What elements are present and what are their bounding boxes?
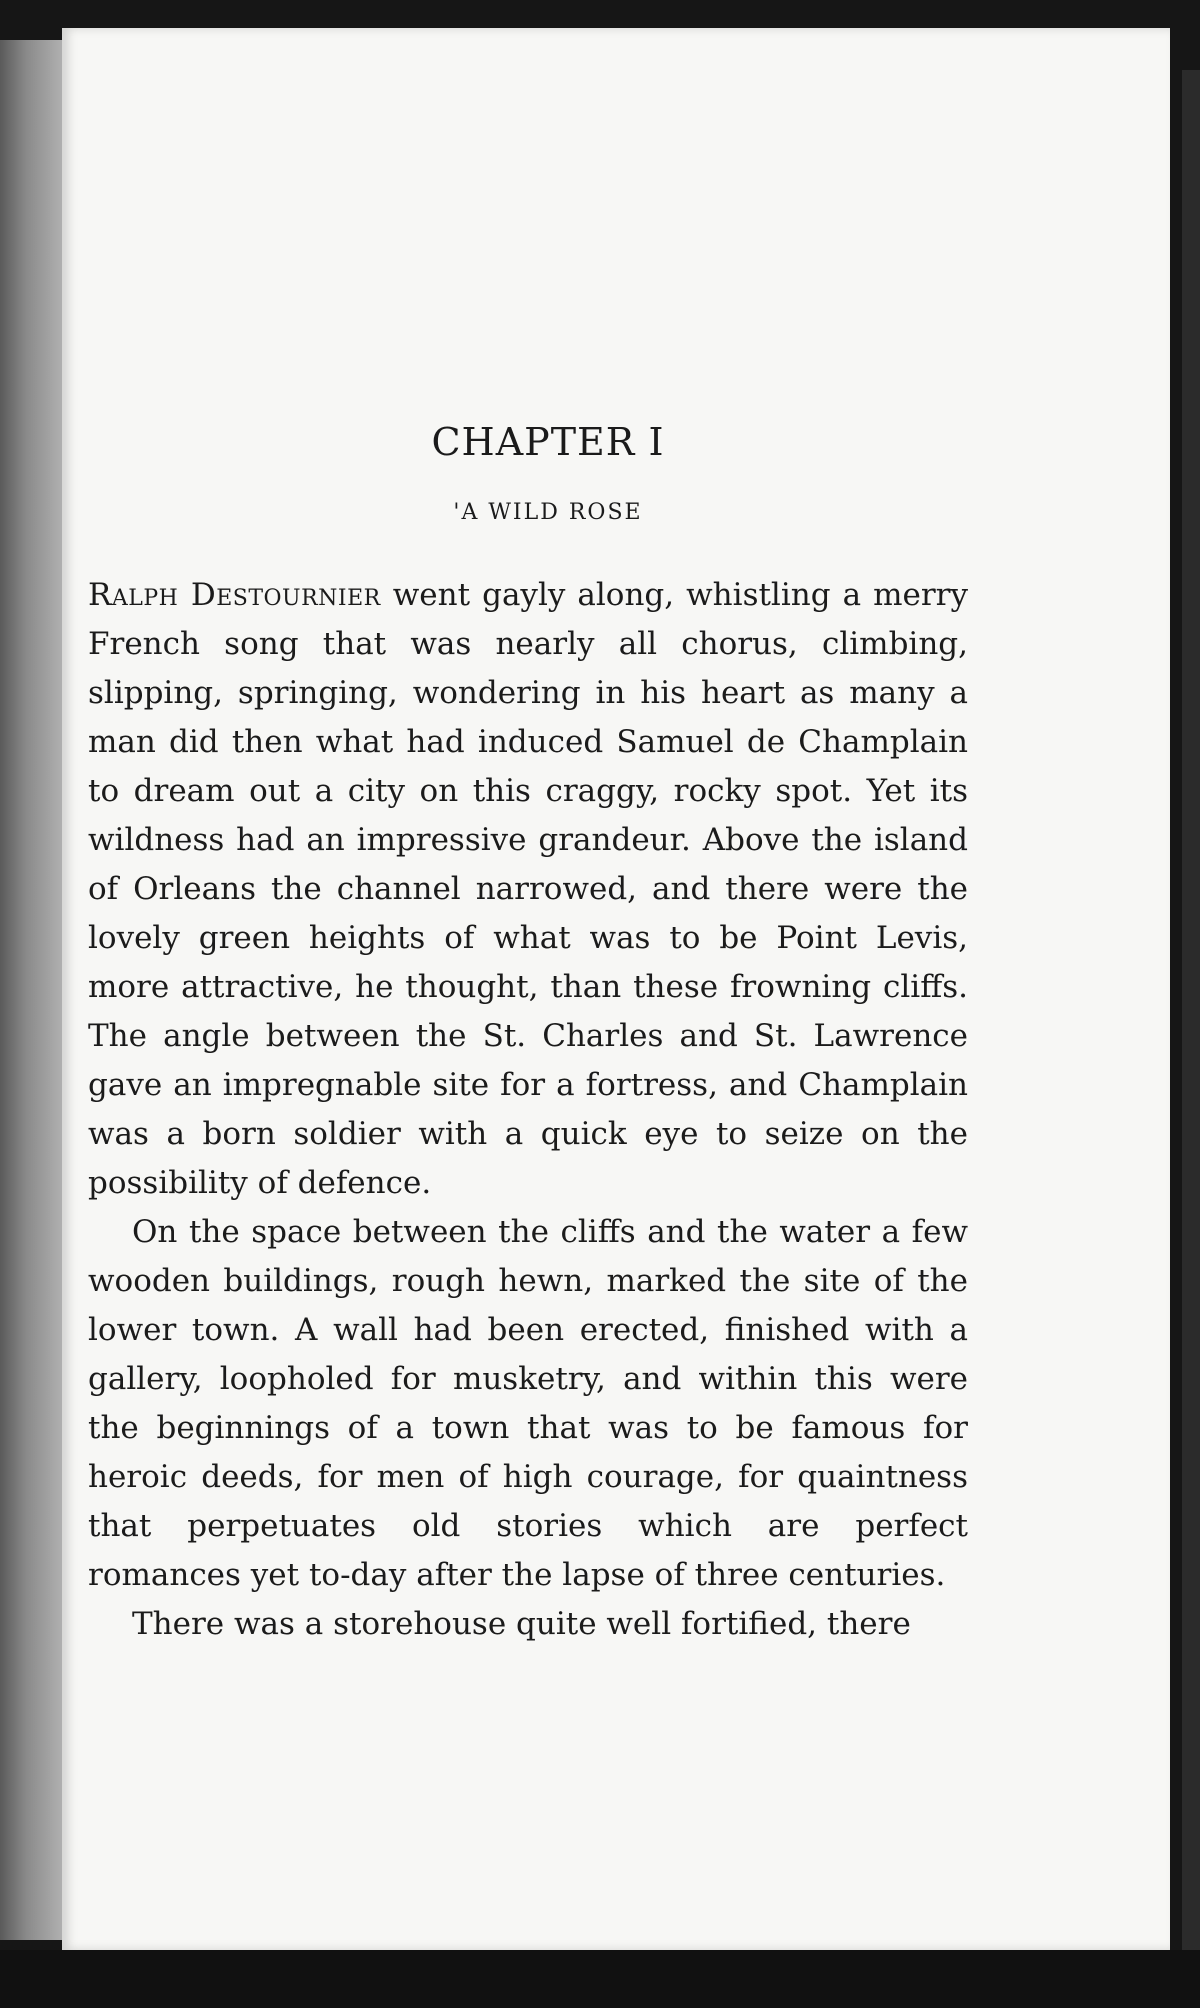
- chapter-subtitle: 'A WILD ROSE: [453, 500, 643, 525]
- scan-border-bottom: [0, 1950, 1200, 2008]
- paragraph-1: [88, 571, 968, 1208]
- paragraph-lead-name: Ralph Destournier: [88, 577, 381, 613]
- paragraph-3: There was a storehouse quite well fortified, there: [132, 1606, 911, 1642]
- paragraph-2: On the space between the cliffs and the water a few wooden buildings, rough hewn, marked the site of the lower town. A wall had been erected, finished with a gallery, loopholed for musketry, and within this were the beginnings of a town that was to be famous for heroic deeds, for men of high courage, for quaintness that perpetuates old stories which are perfect romances yet to-day after the lapse of three centuries.: [88, 1214, 968, 1593]
- page-content: [88, 420, 968, 1649]
- chapter-title: CHAPTER I: [431, 420, 665, 464]
- scan-border-right: [1182, 70, 1200, 1950]
- paragraph-1-text: went gayly along, whistling a merry French song that was nearly all chorus, climbing, slipping, springing, wondering in his heart as many a man did then what had induced Samuel de Champlain to dream out a city on this craggy, rocky spot. Yet its wildness had an impressive grandeur. Above the island of Orleans the channel narrowed, and there were the lovely green heights of what was to be Point Levis, more attractive, he thought, than these frowning cliffs. The angle between the St. Charles and St. Lawrence gave an impregnable site for a fortress, and Champlain was a born soldier with a quick eye to seize on the possibility of defence.: [88, 577, 969, 1201]
- book-spine-edge: [0, 40, 66, 1940]
